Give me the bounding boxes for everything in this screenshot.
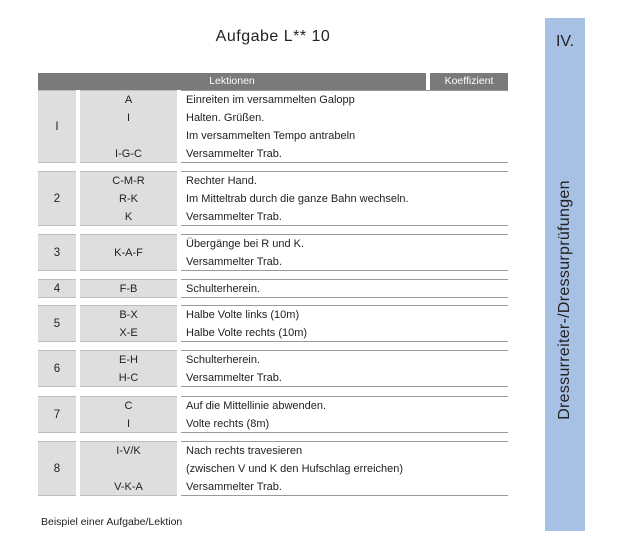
coefficient-cell[interactable] (430, 396, 508, 433)
lektionen-header: Lektionen (38, 73, 426, 90)
lesson-row (38, 171, 508, 226)
lesson-text: Rechter Hand. (186, 174, 257, 187)
lesson-description (181, 350, 464, 387)
coefficient-cell[interactable] (430, 171, 508, 226)
lesson-codes (80, 305, 177, 342)
lesson-row (38, 396, 508, 433)
coefficient-cell[interactable] (430, 441, 508, 496)
lesson-codes (80, 234, 177, 271)
lesson-code: R-K (119, 192, 138, 205)
lesson-code: V-K-A (114, 480, 143, 493)
lesson-description (181, 234, 464, 271)
lesson-text: Auf die Mittellinie abwenden. (186, 399, 327, 412)
page-title: Aufgabe L** 10 (215, 28, 331, 45)
lesson-code: B-X (119, 308, 138, 321)
lesson-text: Im versammelten Tempo antrabeln (186, 129, 356, 142)
lesson-code: C (124, 399, 133, 412)
lesson-code: H-C (118, 371, 139, 384)
lesson-code (80, 460, 177, 478)
lesson-description (181, 305, 464, 342)
coefficient-cell[interactable] (430, 305, 508, 342)
lesson-row (38, 234, 508, 271)
lesson-row (38, 441, 508, 496)
lesson-row (38, 90, 508, 163)
lesson-codes (80, 396, 177, 433)
lesson-code: I-V/K (116, 444, 141, 457)
lesson-code: A (124, 93, 133, 106)
chapter-sidebar (545, 18, 585, 531)
lesson-text: Einreiten im versammelten Galopp (186, 93, 355, 106)
lesson-text: Schulterherein. (186, 282, 260, 295)
coefficient-cell[interactable] (430, 90, 508, 163)
lesson-number: 7 (38, 396, 76, 433)
lesson-text: Halbe Volte links (10m) (186, 308, 300, 321)
lesson-description (181, 441, 464, 496)
coefficient-cell[interactable] (430, 350, 508, 387)
lesson-text: Halten. Grüßen. (186, 111, 265, 124)
lesson-description (181, 90, 464, 163)
lesson-row (38, 305, 508, 342)
lesson-text: (zwischen V und K den Hufschlag erreichen) (186, 462, 404, 475)
lesson-number: 6 (38, 350, 76, 387)
lesson-number: 3 (38, 234, 76, 271)
lesson-code (80, 127, 177, 145)
lesson-code: K-A-F (114, 246, 143, 259)
lesson-text: Übergänge bei R und K. (186, 237, 305, 250)
lesson-text: Schulterherein. (186, 353, 260, 366)
chapter-number: IV. (555, 33, 575, 50)
lesson-number: 2 (38, 171, 76, 226)
lesson-description (181, 279, 464, 298)
lesson-text: Versammelter Trab. (186, 480, 282, 493)
lesson-text: Versammelter Trab. (186, 210, 282, 223)
lesson-text: Volte rechts (8m) (186, 417, 270, 430)
lesson-code: F-B (119, 282, 138, 295)
lesson-row (38, 350, 508, 387)
lesson-text: Versammelter Trab. (186, 255, 282, 268)
lesson-code: K (124, 210, 133, 223)
lesson-number: 5 (38, 305, 76, 342)
lesson-text: Versammelter Trab. (186, 147, 282, 160)
koeffizient-header: Koeffizient (430, 73, 508, 90)
lesson-code: C-M-R (112, 174, 145, 187)
footnote: Beispiel einer Aufgabe/Lektion (41, 516, 183, 528)
lesson-text: Halbe Volte rechts (10m) (186, 326, 308, 339)
lesson-codes (80, 90, 177, 163)
lesson-code: X-E (119, 326, 138, 339)
chapter-title: Dressurreiter-/Dressurprüfungen (556, 180, 573, 420)
lesson-codes (80, 171, 177, 226)
lesson-code: E-H (119, 353, 138, 366)
lesson-text: Im Mitteltrab durch die ganze Bahn wechseln. (186, 192, 409, 205)
lesson-text: Versammelter Trab. (186, 371, 282, 384)
coefficient-cell[interactable] (430, 234, 508, 271)
lesson-number: I (38, 90, 76, 163)
lesson-text: Nach rechts travesieren (186, 444, 303, 457)
lesson-code: I-G-C (115, 147, 142, 160)
lesson-codes (80, 441, 177, 496)
lesson-codes (80, 279, 177, 298)
lesson-row (38, 279, 508, 298)
lesson-description (181, 396, 464, 433)
lesson-description (181, 171, 464, 226)
lesson-codes (80, 350, 177, 387)
coefficient-cell[interactable] (430, 279, 508, 298)
lesson-number: 8 (38, 441, 76, 496)
lesson-code: I (126, 111, 131, 124)
lesson-number: 4 (38, 279, 76, 298)
lesson-code: I (126, 417, 131, 430)
